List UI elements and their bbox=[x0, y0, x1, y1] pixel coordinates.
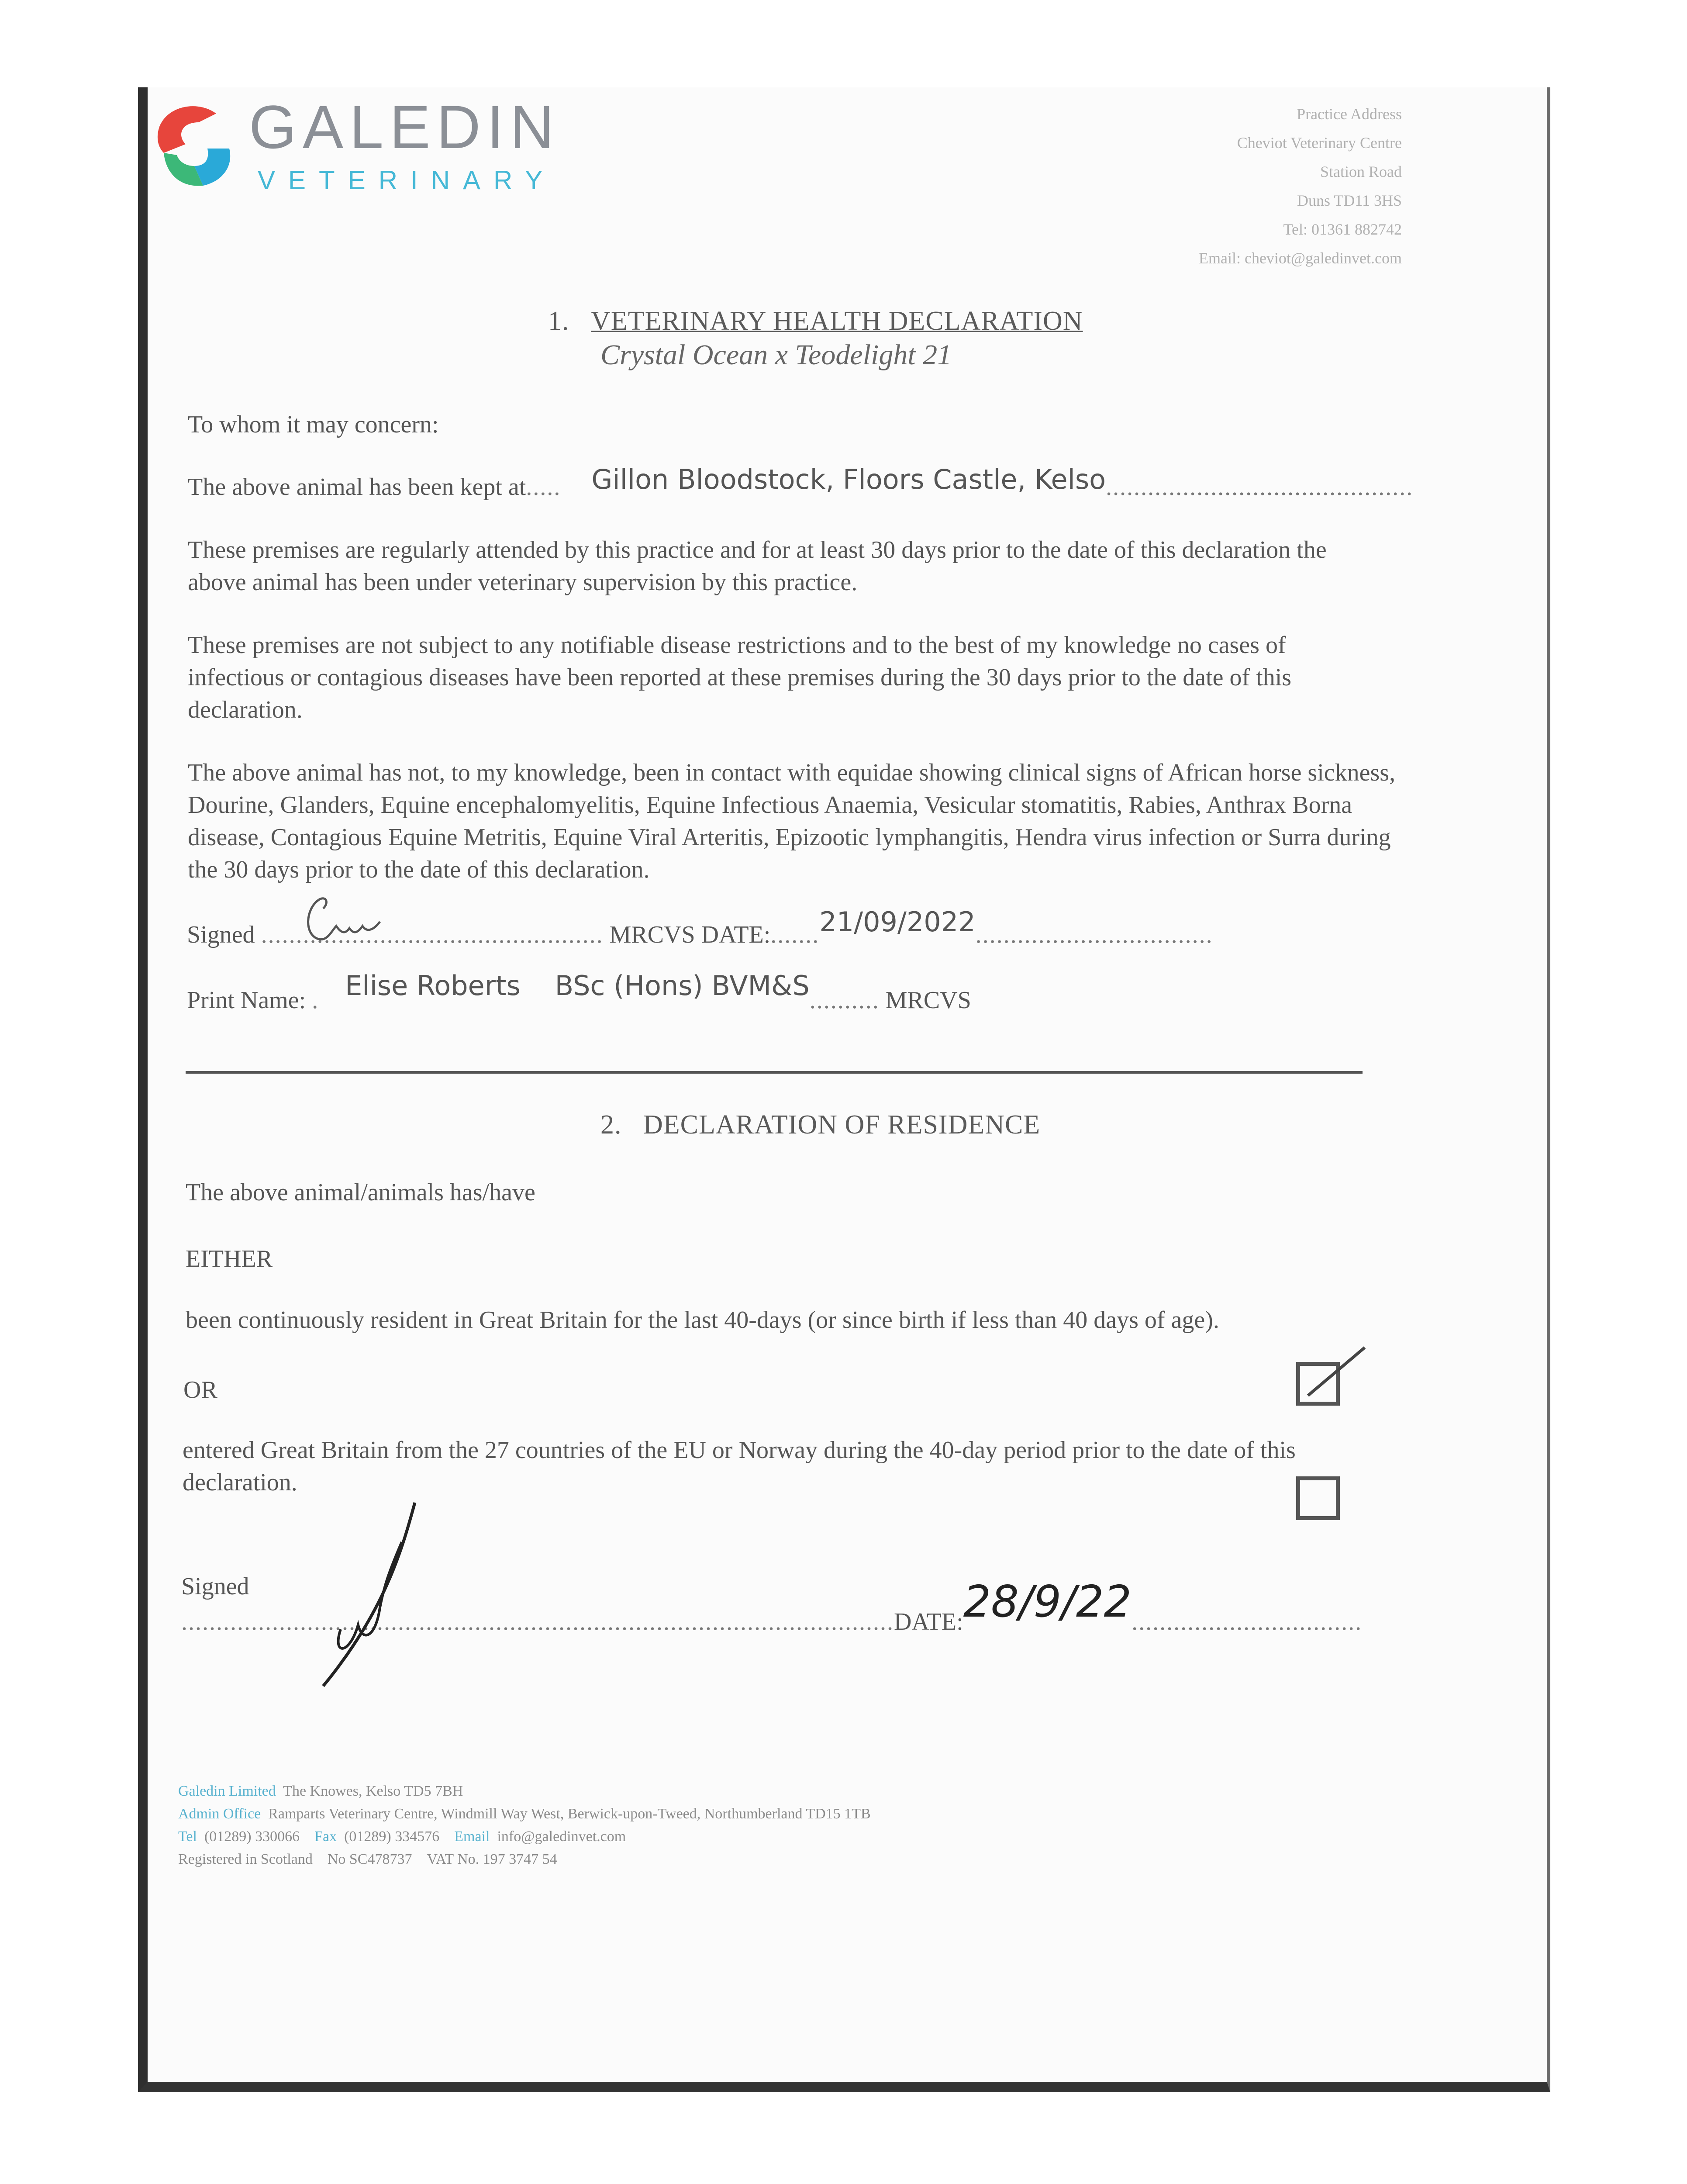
residence-signature bbox=[314, 1498, 428, 1690]
footer-admin-label: Admin Office bbox=[178, 1806, 261, 1822]
footer-line-3 bbox=[178, 1825, 1314, 1848]
print-name-value: Elise Roberts BSc (Hons) BVM&S bbox=[345, 970, 810, 1002]
section-divider bbox=[186, 1071, 1363, 1074]
kept-at-dots-trail: ............................................ bbox=[1106, 473, 1414, 501]
residence-date-value: 28/9/22 bbox=[963, 1576, 1132, 1627]
or-label: OR bbox=[183, 1376, 217, 1403]
footer-company-address: The Knowes, Kelso TD5 7BH bbox=[283, 1783, 463, 1799]
residence-date-dots: ................................. bbox=[1132, 1608, 1363, 1635]
galedin-logo-mark bbox=[146, 96, 234, 197]
salutation: To whom it may concern: bbox=[188, 411, 439, 438]
logo-name: GALEDIN bbox=[249, 93, 560, 161]
residence-date-label: DATE: bbox=[894, 1608, 963, 1635]
print-name-dots: . bbox=[312, 987, 319, 1014]
address-line-6: Email: cheviot@galedinvet.com bbox=[1198, 249, 1402, 267]
address-line-5: Tel: 01361 882742 bbox=[1283, 221, 1402, 238]
footer-fax: (01289) 334576 bbox=[344, 1828, 440, 1845]
checkmark-icon bbox=[1299, 1343, 1369, 1404]
mrcvs-date-label: MRCVS DATE: bbox=[609, 921, 771, 948]
section1-number: 1. bbox=[548, 306, 569, 336]
footer-tel-label: Tel bbox=[178, 1828, 197, 1845]
footer-fax-label: Fax bbox=[314, 1828, 337, 1845]
residence-signed-label: Signed bbox=[181, 1573, 249, 1600]
para-contact-diseases: The above animal has not, to my knowledge, been in contact with equidae showing clinical signs of African horse sickness, Dourine, Glanders, Equine encephalomyelitis, Equine Infectious Anaemia, Vesicular stomatitis, Rabies, Anthrax Borna disease, Contagious Equine Metritis, Equine Viral Arteritis, Epizootic lymphangitis, Hendra virus infection or Surra during the 30 days prior to the date of this declaration. bbox=[188, 759, 1396, 883]
footer-email: info@galedinvet.com bbox=[497, 1828, 626, 1845]
section2-heading bbox=[600, 1109, 1040, 1140]
kept-at-label: The above animal has been kept at bbox=[188, 473, 526, 501]
footer-line-1 bbox=[178, 1780, 1314, 1803]
footer-reg-no: No SC478737 bbox=[327, 1851, 412, 1867]
footer-email-label: Email bbox=[454, 1828, 490, 1845]
mrcvs-label: MRCVS bbox=[885, 987, 971, 1014]
vet-signed-label: Signed bbox=[187, 921, 255, 948]
section2-title: DECLARATION OF RESIDENCE bbox=[643, 1110, 1041, 1140]
address-line-3: Station Road bbox=[1320, 163, 1402, 180]
logo-sub: VETERINARY bbox=[258, 166, 556, 195]
mrcvs-date-dots-trail: .................................. bbox=[975, 921, 1213, 948]
vet-date-value: 21/09/2022 bbox=[819, 906, 976, 938]
section2-number: 2. bbox=[600, 1110, 622, 1140]
footer-admin-address: Ramparts Veterinary Centre, Windmill Way West, Berwick-upon-Tweed, Northumberland TD15 1TB bbox=[268, 1806, 871, 1822]
vet-signed-dots: ................................................. bbox=[261, 921, 604, 948]
vet-signature-1 bbox=[301, 891, 415, 948]
section1-title: VETERINARY HEALTH DECLARATION bbox=[591, 306, 1083, 336]
kept-at-dots: ..... bbox=[526, 473, 561, 501]
checkbox-entered-gb[interactable] bbox=[1296, 1476, 1340, 1520]
para-disease-restrictions: These premises are not subject to any notifiable disease restrictions and to the best of my knowledge no cases of infectious or contagious diseases have been reported at these premises during the 30 days prior to the date of this declaration. bbox=[188, 632, 1292, 723]
footer-line-2 bbox=[178, 1803, 1314, 1825]
footer-vat: VAT No. 197 3747 54 bbox=[427, 1851, 557, 1867]
address-line-2: Cheviot Veterinary Centre bbox=[1237, 134, 1402, 152]
section1-heading bbox=[548, 306, 1083, 337]
option-entered-gb: entered Great Britain from the 27 countries of the EU or Norway during the 40-day period prior to the date of this declaration. bbox=[183, 1437, 1296, 1496]
print-name-dots-trail: .......... bbox=[809, 987, 880, 1014]
kept-at-line bbox=[188, 463, 1414, 503]
address-line-1: Practice Address bbox=[1297, 105, 1402, 123]
section1-subtitle: Crystal Ocean x Teodelight 21 bbox=[600, 339, 952, 371]
kept-at-value: Gillon Bloodstock, Floors Castle, Kelso bbox=[591, 463, 1106, 495]
practice-address bbox=[1004, 100, 1402, 273]
footer-company-label: Galedin Limited bbox=[178, 1783, 276, 1799]
footer-line-4 bbox=[178, 1848, 1314, 1871]
footer-registered: Registered in Scotland bbox=[178, 1851, 313, 1867]
footer bbox=[178, 1780, 1314, 1871]
mrcvs-date-dots: ....... bbox=[770, 921, 820, 948]
footer-tel: (01289) 330066 bbox=[204, 1828, 300, 1845]
either-label: EITHER bbox=[186, 1245, 273, 1272]
para-supervision: These premises are regularly attended by this practice and for at least 30 days prior to the date of this declaration the above animal has been under veterinary supervision by this practice. bbox=[188, 536, 1327, 596]
print-name-line bbox=[187, 970, 1235, 1016]
option-continuous-residence: been continuously resident in Great Britain for the last 40-days (or since birth if less than 40 days of age). bbox=[186, 1306, 1219, 1334]
residence-signed-dots: ...................................................................................................... bbox=[181, 1608, 894, 1635]
residence-intro: The above animal/animals has/have bbox=[186, 1179, 535, 1206]
address-line-4: Duns TD11 3HS bbox=[1297, 192, 1402, 209]
print-name-label: Print Name: bbox=[187, 987, 306, 1014]
logo-red-arc bbox=[158, 106, 216, 153]
